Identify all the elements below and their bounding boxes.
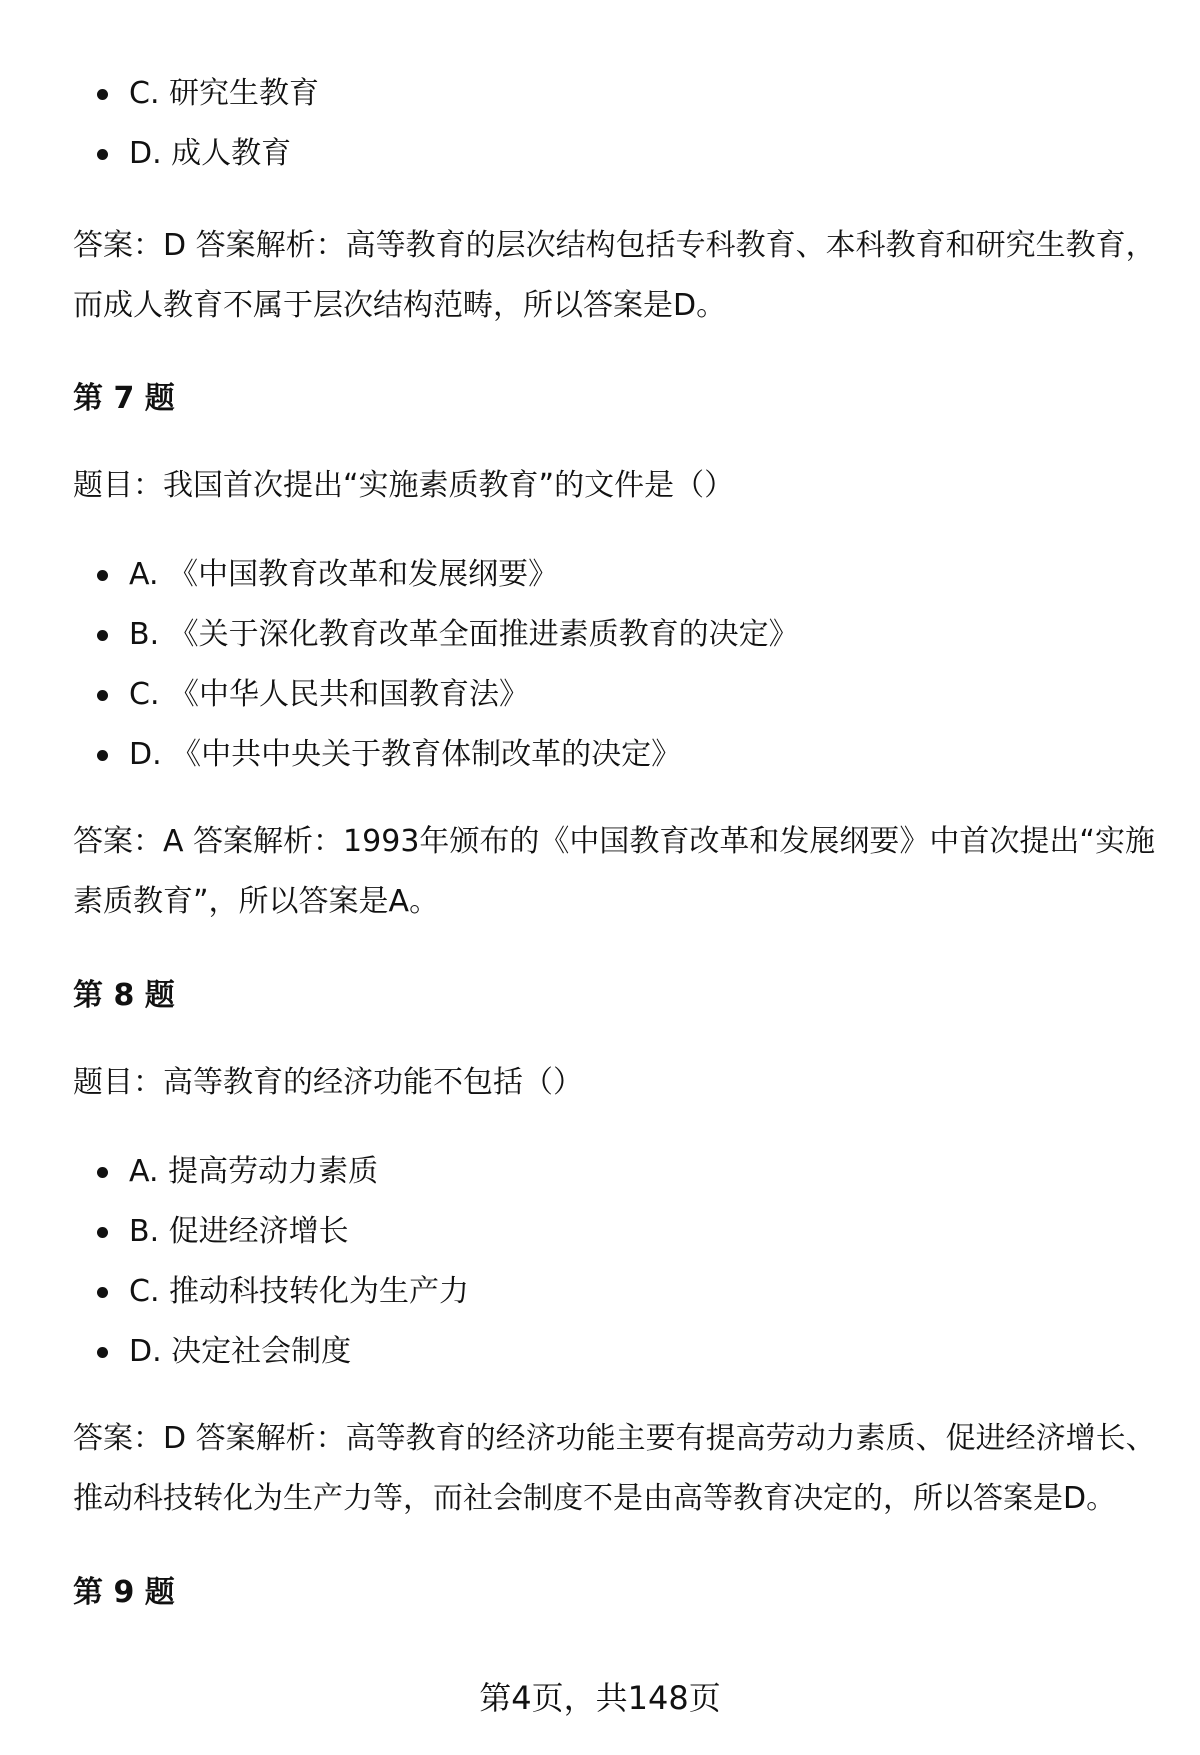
answer-line: 答案：D 答案解析：高等教育的经济功能主要有提高劳动力素质、促进经济增长、 xyxy=(73,1421,1156,1456)
option-label: C. 推动科技转化为生产力 xyxy=(129,1274,470,1309)
bullet-icon xyxy=(97,570,108,581)
q6-option-list xyxy=(97,64,319,184)
option-label: B. 《关于深化教育改革全面推进素质教育的决定》 xyxy=(129,617,799,652)
bullet-icon xyxy=(97,149,108,160)
bullet-icon xyxy=(97,1347,108,1358)
q8-heading: 第 8 题 xyxy=(73,978,175,1013)
option-label: C. 《中华人民共和国教育法》 xyxy=(129,677,530,712)
answer-line: 素质教育”，所以答案是A。 xyxy=(73,884,440,919)
q7-option-list xyxy=(97,545,799,785)
page-footer: 第4页，共148页 xyxy=(479,1679,721,1717)
bullet-icon xyxy=(97,1167,108,1178)
bullet-icon xyxy=(97,89,108,100)
q8-option-b xyxy=(97,1202,469,1262)
q7-option-d xyxy=(97,725,799,785)
q6-option-d xyxy=(97,124,319,184)
q6-answer xyxy=(73,216,1163,336)
answer-line: 推动科技转化为生产力等，而社会制度不是由高等教育决定的，所以答案是D。 xyxy=(73,1481,1117,1516)
q8-answer xyxy=(73,1409,1163,1529)
option-label: D. 成人教育 xyxy=(129,136,292,171)
q8-question: 题目：高等教育的经济功能不包括（） xyxy=(73,1065,583,1100)
option-label: D. 《中共中央关于教育体制改革的决定》 xyxy=(129,737,682,772)
q8-option-c xyxy=(97,1262,469,1322)
option-label: C. 研究生教育 xyxy=(129,76,320,111)
q7-answer xyxy=(73,812,1163,932)
q6-option-c xyxy=(97,64,319,124)
answer-line: 答案：D 答案解析：高等教育的层次结构包括专科教育、本科教育和研究生教育， xyxy=(73,228,1156,263)
q9-heading: 第 9 题 xyxy=(73,1575,175,1610)
bullet-icon xyxy=(97,630,108,641)
q7-question: 题目：我国首次提出“实施素质教育”的文件是（） xyxy=(73,468,735,503)
bullet-icon xyxy=(97,690,108,701)
q8-option-d xyxy=(97,1322,469,1382)
q8-option-list xyxy=(97,1142,469,1382)
q8-option-a xyxy=(97,1142,469,1202)
bullet-icon xyxy=(97,1287,108,1298)
answer-line: 答案：A 答案解析：1993年颁布的《中国教育改革和发展纲要》中首次提出“实施 xyxy=(73,824,1155,859)
bullet-icon xyxy=(97,1227,108,1238)
q7-option-a xyxy=(97,545,799,605)
q7-heading: 第 7 题 xyxy=(73,381,175,416)
option-label: B. 促进经济增长 xyxy=(129,1214,349,1249)
q7-option-b xyxy=(97,605,799,665)
option-label: A. 提高劳动力素质 xyxy=(129,1154,379,1189)
bullet-icon xyxy=(97,750,108,761)
q7-option-c xyxy=(97,665,799,725)
option-label: A. 《中国教育改革和发展纲要》 xyxy=(129,557,559,592)
option-label: D. 决定社会制度 xyxy=(129,1334,352,1369)
answer-line: 而成人教育不属于层次结构范畴，所以答案是D。 xyxy=(73,288,727,323)
